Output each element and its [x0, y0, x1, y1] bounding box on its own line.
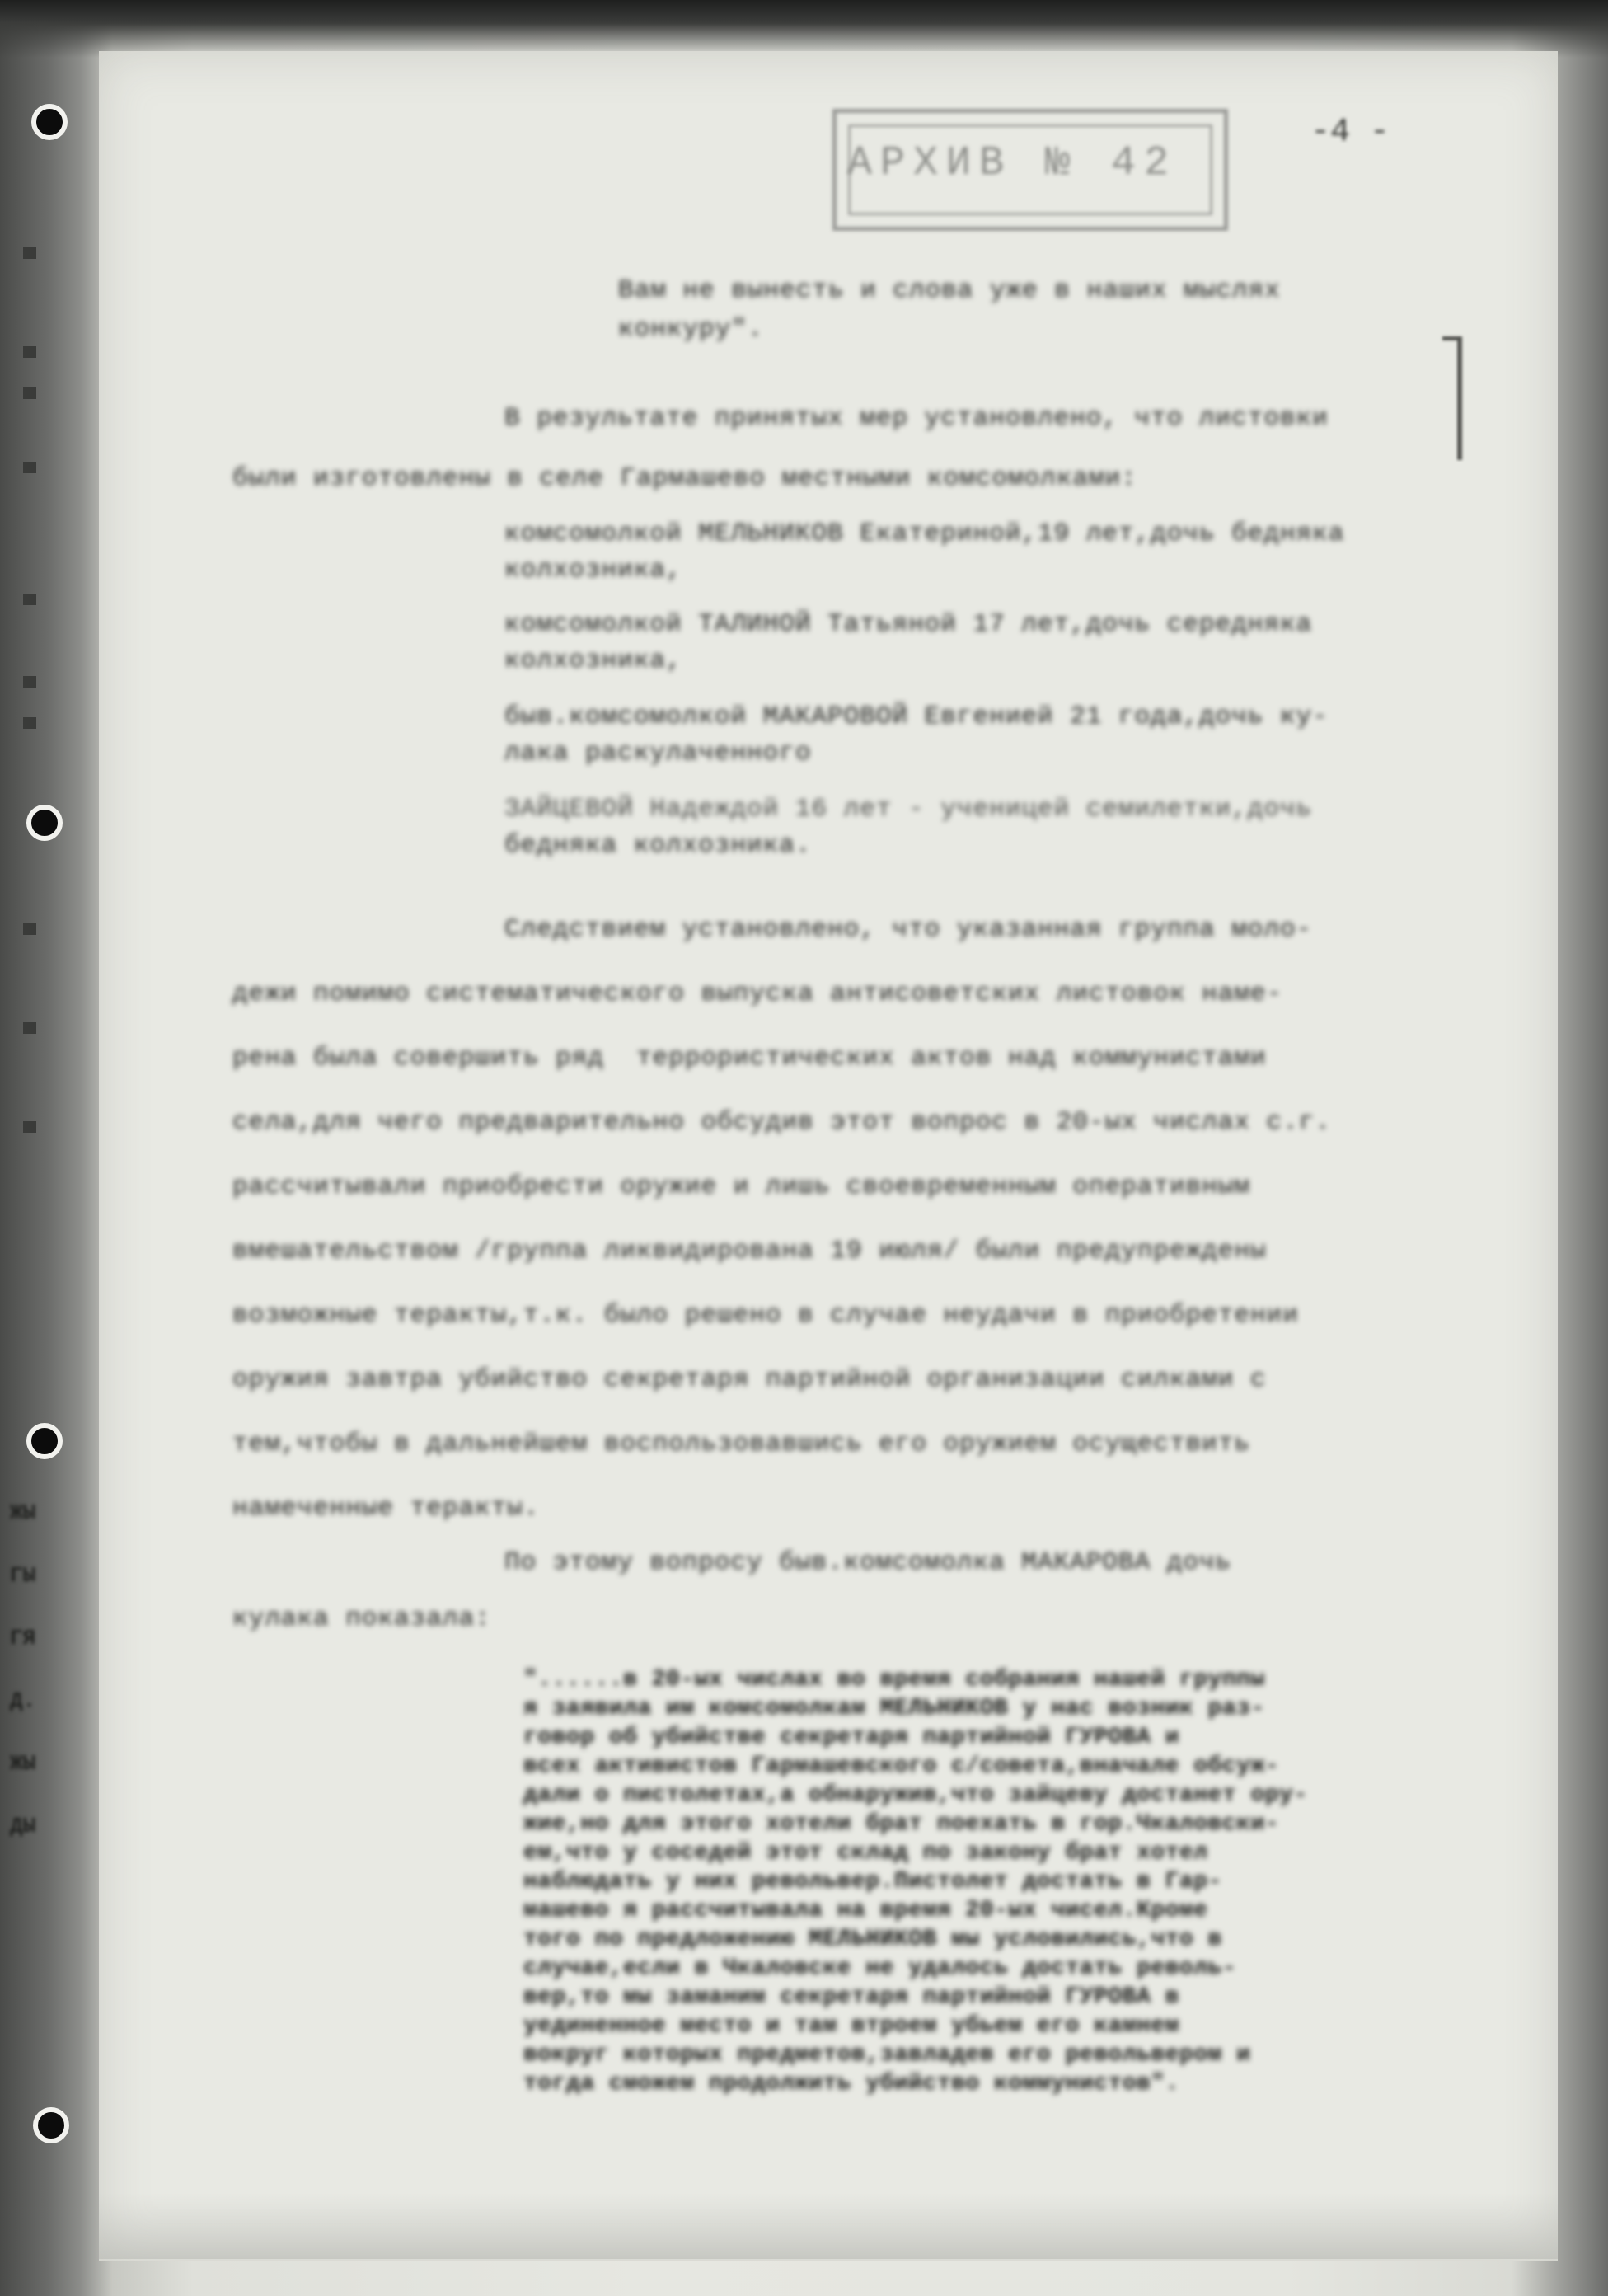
paragraph-line: тем,чтобы в дальнейшем воспользовавшись его оружием осуществить — [232, 1430, 1250, 1458]
paragraph-line: возможные теракты,т.к. было решено в случае неудачи в приобретении — [232, 1301, 1299, 1330]
binding-mark — [23, 346, 36, 358]
quote-line: всех активистов Гармашевского с/совета,вначале обсуж- — [523, 1754, 1280, 1779]
person-entry-line: комсомолкой ТАЛИНОЙ Татьяной 17 лет,дочь середняка — [504, 610, 1313, 639]
scan-top-edge — [0, 0, 1608, 58]
paragraph-line: были изготовлены в селе Гармашево местными комсомолками: — [232, 464, 1137, 493]
edge-text: Д. — [10, 1688, 36, 1713]
binding-mark — [23, 387, 36, 399]
quote-line: случае,если в Чкаловске не удалось достать револь- — [523, 1956, 1237, 1981]
person-entry-line: быв.комсомолкой МАКАРОВОЙ Евгенией 21 года,дочь ку- — [504, 702, 1329, 731]
paragraph-line: В результате принятых мер установлено, что листовки — [504, 404, 1329, 433]
binding-mark — [23, 1121, 36, 1133]
quote-line: говор об убийстве секретаря партийной ГУРОВА и — [523, 1725, 1179, 1750]
binding-mark — [23, 462, 36, 473]
quote-line: машево я рассчитывала на время 20-ых чисел.Кроме — [523, 1898, 1208, 1923]
paragraph-line: рена была совершить ряд террористических актов над коммунистами — [232, 1044, 1267, 1073]
quote-line: жие,но для этого хотели брат поехать в гор.Чкаловски- — [523, 1811, 1280, 1837]
punch-hole — [31, 104, 68, 140]
archive-stamp-text: АРХИВ № 42 — [847, 140, 1178, 187]
binding-mark — [23, 676, 36, 688]
person-entry-line: бедняка колхозника. — [504, 831, 812, 860]
edge-text: ЖЫ — [10, 1500, 36, 1525]
quote-line: я заявила им комсомолкам МЕЛЬНИКОВ у нас возник раз- — [523, 1696, 1265, 1721]
person-entry-line: колхозника, — [504, 646, 682, 675]
person-entry-line: колхозника, — [504, 556, 682, 585]
binding-mark — [23, 923, 36, 935]
quote-line: того по предложению МЕЛЬНИКОВ мы условились,что в — [523, 1927, 1222, 1952]
page-bottom-shadow — [99, 2193, 1558, 2259]
paragraph-line: села,для чего предварительно обсудив этот вопрос в 20-ых числах с.г. — [232, 1108, 1332, 1137]
person-entry-line: лака раскулаченного — [504, 739, 812, 768]
paragraph-line: кулака показала: — [232, 1604, 491, 1633]
person-entry-line: ЗАЙЦЕВОЙ Надеждой 16 лет - ученицей семилетки,дочь — [504, 795, 1313, 824]
quote-line: дали о пистолетах,а обнаружив,что зайцеву достанет ору- — [523, 1782, 1308, 1808]
paragraph-line: намеченные теракты. — [232, 1494, 540, 1523]
paragraph-line: Следствием установлено, что указанная группа моло- — [504, 915, 1313, 944]
edge-text: ДЫ — [10, 1814, 36, 1838]
paragraph-line: рассчитывали приобрести оружие и лишь своевременным оперативным — [232, 1172, 1250, 1201]
quote-line: ем,что у соседей этот склад по закону брат хотел — [523, 1840, 1208, 1866]
paragraph-line: оружия завтра убийство секретаря партийной организации силками с — [232, 1365, 1267, 1394]
quote-line: тогда сможем продолжить убийство коммунистов". — [523, 2071, 1179, 2096]
binding-mark — [23, 1022, 36, 1034]
paragraph-line: дежи помимо систематического выпуска антисоветских листовок наме- — [232, 979, 1283, 1008]
edge-text: ЖЫ — [10, 1751, 36, 1776]
edge-text: ГЫ — [10, 1563, 36, 1588]
page-number: -4 - — [1310, 114, 1390, 151]
binding-mark — [23, 717, 36, 729]
paragraph-line: вмешательством /группа ликвидирована 19 июля/ были предупреждены — [232, 1237, 1267, 1265]
binding-mark — [23, 247, 36, 259]
quote-line: вер,то мы заманим секретаря партийной ГУРОВА в — [523, 1984, 1179, 2010]
quote-line: вокруг которых предметов,завладев его револьвером и — [523, 2042, 1251, 2068]
quote-line: уединенное место и там втроем убьем его камнем — [523, 2013, 1179, 2039]
margin-bracket — [1457, 336, 1462, 460]
quote-line: наблюдать у них револьвер.Пистолет достать в Гар- — [523, 1869, 1222, 1895]
binding-mark — [23, 594, 36, 605]
punch-hole — [33, 2107, 69, 2143]
quote-line: "......в 20-ых числах во время собрания нашей группы — [523, 1667, 1265, 1693]
edge-text: ГЯ — [10, 1626, 36, 1650]
intro-line: конкуру". — [618, 315, 764, 344]
punch-hole — [26, 1423, 63, 1459]
punch-hole — [26, 805, 63, 841]
person-entry-line: комсомолкой МЕЛЬНИКОВ Екатериной,19 лет,дочь бедняка — [504, 519, 1345, 548]
paragraph-line: По этому вопросу быв.комсомолка МАКАРОВА дочь — [504, 1548, 1232, 1577]
intro-line: Вам не вынесть и слова уже в наших мыслях — [618, 276, 1281, 305]
